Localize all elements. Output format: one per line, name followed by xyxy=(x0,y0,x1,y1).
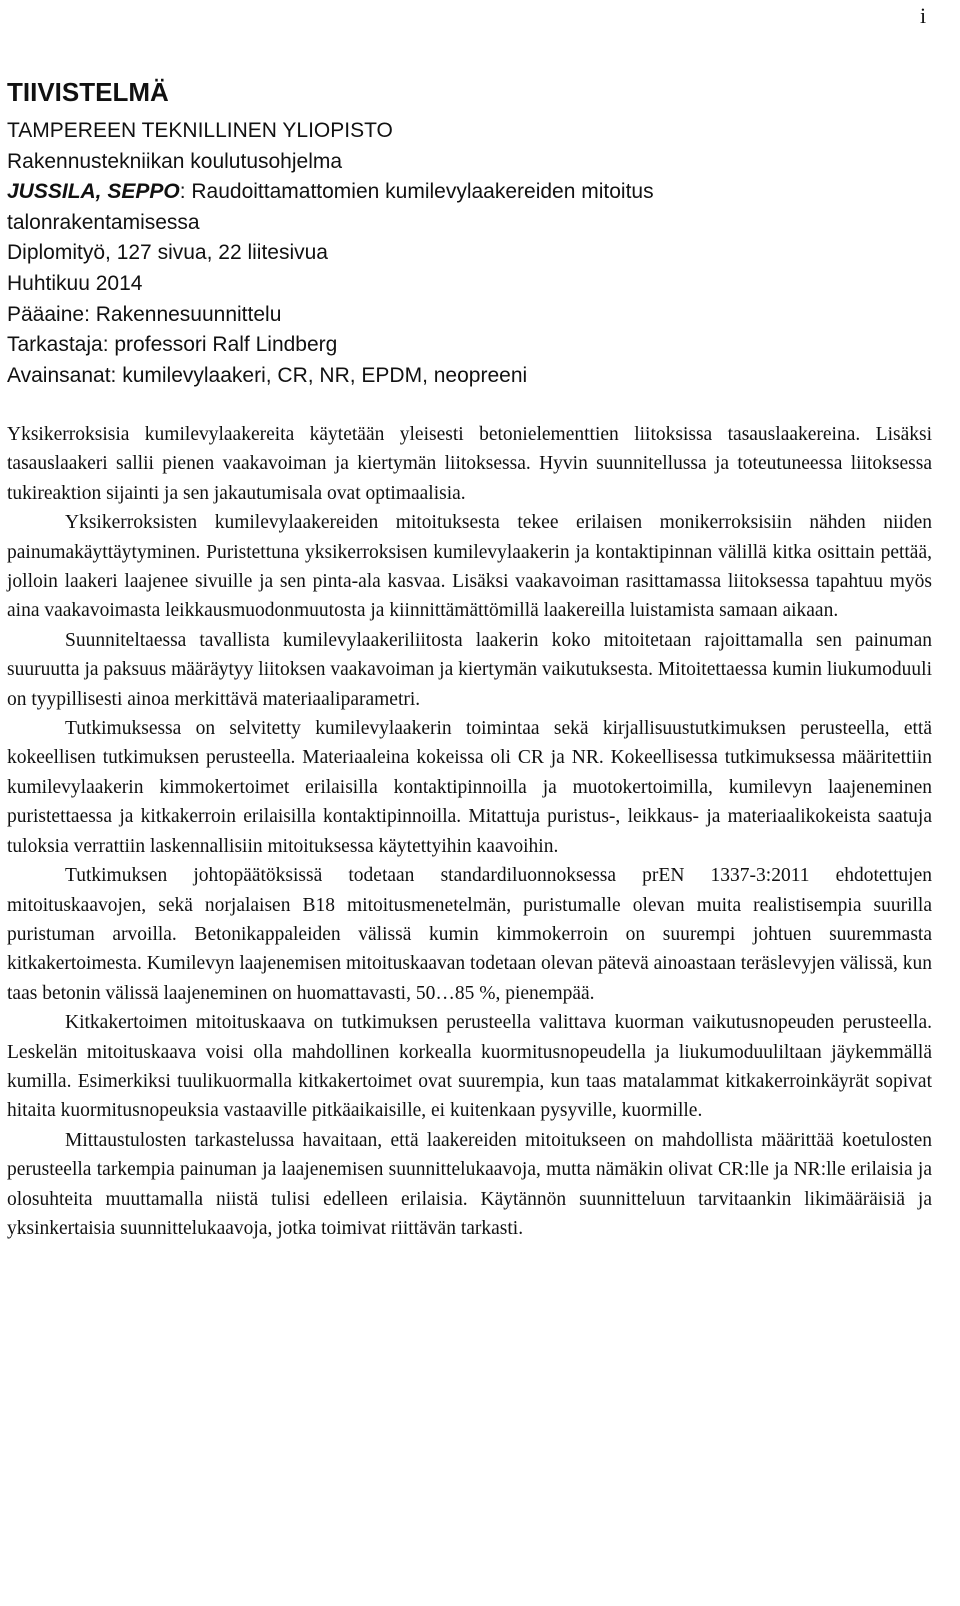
page-number: i xyxy=(920,3,927,28)
abstract-paragraph-6: Kitkakertoimen mitoituskaava on tutkimuksen perusteella valittava kuorman vaikutusnopeuden perusteella. Leskelän mitoituskaava voisi olla mahdollinen korkealla kuormitusnopeudella ja liukumoduuliltaan jäykemmällä kumilla. Esimerkiksi tuulikuormalla kitkakertoimet ovat suurempia, kun taas matalammat kitkakerroinkäyrät sopivat hitaita kuormitusnopeuksia vastaaville pitkäaikaisille, ei kuitenkaan pysyville, kuormille. xyxy=(7,1012,932,1122)
abstract-paragraph-7: Mittaustulosten tarkastelussa havaitaan, että laakereiden mitoitukseen on mahdollista määrittää koetulosten perusteella tarkempia painuman ja laajenemisen suunnittelukaavoja, mutta nämäkin olivat CR:lle ja NR:lle erilaisia ja olosuhteita muuttamalla niistä tulisi edelleen erilaisia. Käytännön suunnitteluun tarvitaankin likimääräisiä ja yksinkertaisia suunnittelukaavoja, jotka toimivat riittävän tarkasti. xyxy=(7,1129,932,1239)
university-name: TAMPEREEN TEKNILLINEN YLIOPISTO xyxy=(7,119,393,142)
abstract-body xyxy=(7,420,932,1243)
thesis-title-part-1: : Raudoittamattomien kumilevylaakereiden mitoitus xyxy=(179,180,654,204)
examiner: Tarkastaja: professori Ralf Lindberg xyxy=(7,333,338,357)
thesis-title-part-2: talonrakentamisessa xyxy=(7,210,200,234)
degree-program: Rakennustekniikan koulutusohjelma xyxy=(7,149,343,173)
author-and-title-line xyxy=(7,177,947,208)
abstract-paragraph-2: Yksikerroksisten kumilevylaakereiden mitoituksesta tekee erilaisen monikerroksisiin nähden niiden painumakäyttäytyminen. Puristettuna yksikerroksisen kumilevylaakerin ja kontaktipinnan välillä kitka osittain pettää, jolloin laakeri laajenee sivuille ja sen pinta-ala kasvaa. Lisäksi vaakavoiman rasittamassa liitoksessa tapahtuu myös aina vaakavoimasta leikkausmuodonmuutosta ja kiinnittämättömillä laakereilla luistamista samaan aikaan. xyxy=(7,512,932,622)
major-subject: Pääaine: Rakennesuunnittelu xyxy=(7,302,282,326)
page-count: Diplomityö, 127 sivua, 22 liitesivua xyxy=(7,241,328,265)
author-name: JUSSILA, SEPPO xyxy=(7,180,180,204)
abstract-paragraph-1: Yksikerroksisia kumilevylaakereita käytetään yleisesti betonielementtien liitoksissa tasauslaakereina. Lisäksi tasauslaakeri sallii pienen vaakavoiman ja kiertymän liitoksessa. Hyvin suunnitellussa ja toteutuneessa liitoksessa tukireaktion sijainti ja sen jakautumisala ovat optimaalisia. xyxy=(7,424,932,504)
keywords: Avainsanat: kumilevylaakeri, CR, NR, EPDM, neopreeni xyxy=(7,363,528,387)
abstract-title: TIIVISTELMÄ xyxy=(7,77,169,107)
thesis-metadata xyxy=(7,116,947,391)
abstract-paragraph-3: Suunniteltaessa tavallista kumilevylaakeriliitosta laakerin koko mitoitetaan rajoittamalla sen painuman suuruutta ja paksuus määräytyy liitoksen vaakavoiman ja kiertymän vaikutuksesta. Mitoitettaessa kumin liukumoduuli on tyypillisesti ainoa merkittävä materiaaliparametri. xyxy=(7,629,932,710)
publication-date: Huhtikuu 2014 xyxy=(7,271,143,295)
abstract-paragraph-5: Tutkimuksen johtopäätöksissä todetaan standardiluonnoksessa prEN 1337-3:2011 ehdotettujen mitoituskaavojen, sekä norjalaisen B18 mitoitusmenetelmän, puristumalle olevan muita realistisempia suurilla puristuman arvoilla. Betonikappaleiden välissä kumin kimmokerroin on suurempi johtuen suuremmasta kitkakertoimesta. Kumilevyn laajenemisen mitoituskaavan todetaan olevan pätevä ainoastaan teräslevyjen välissä, kun taas betonin välissä laajeneminen on huomattavasti, 50…85 %, pienempää. xyxy=(7,865,932,1004)
abstract-paragraph-4: Tutkimuksessa on selvitetty kumilevylaakerin toimintaa sekä kirjallisuustutkimuksen perusteella, että kokeellisen tutkimuksen perusteella. Materiaaleina kokeissa oli CR ja NR. Kokeellisessa tutkimuksessa määritettiin kumilevylaakerin kimmokertoimet erilaisilla kontaktipinnoilla ja muotokertoimilla, kumilevyn laajeneminen puristettaessa ja kitkakerroin erilaisilla kontaktipinnoilla. Mitattuja puristus-, leikkaus- ja materiaalikokeista saatuja tuloksia verrattiin laskennallisiin mitoituksessa käytettyihin kaavoihin. xyxy=(7,718,932,857)
